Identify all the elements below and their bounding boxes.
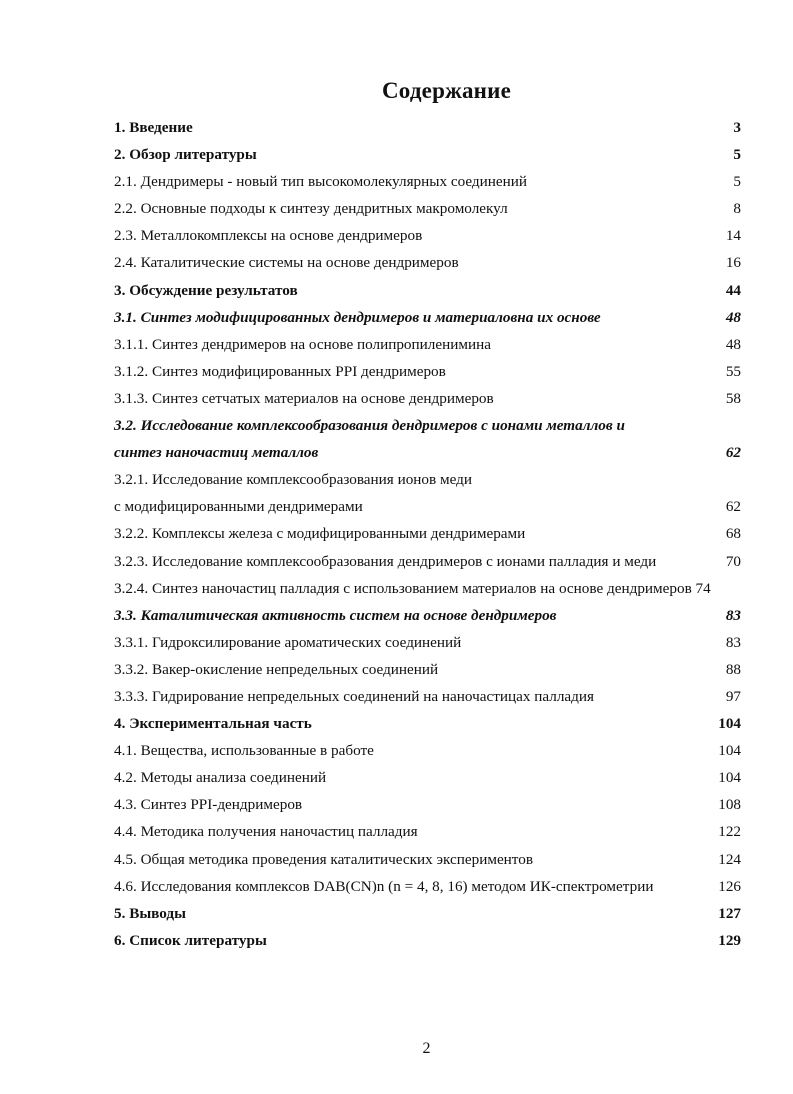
toc-entry-label: 3.2.4. Синтез наночастиц палладия с использованием материалов на основе дендримеров 74 [114,579,711,597]
toc-entry-references [114,927,744,954]
toc-entry-label: 2.3. Металлокомплексы на основе дендримеров [114,227,423,245]
toc-entry-label: синтез наночастиц металлов [114,444,319,462]
toc-entry-page: 124 [718,850,741,868]
toc-entry-page: 5 [733,146,741,164]
toc-entry-label: 2.1. Дендримеры - новый тип высокомолекулярных соединений [114,173,528,191]
toc-entry-page: 48 [725,335,741,353]
toc-entry-page: 16 [725,254,741,272]
toc-entry-label: 6. Список литературы [114,931,267,949]
toc-entry-2-2 [114,195,744,222]
toc-entry-2-3 [114,222,744,249]
toc-entry-label: 3.3.3. Гидрирование непредельных соединений на наночастицах палладия [114,687,594,705]
toc-entry-label: 3.3. Каталитическая активность систем на основе дендримеров [114,606,557,624]
toc-entry-page: 88 [725,660,741,678]
toc-entry-3-3 [114,602,744,629]
toc-entry-label: 3.1.1. Синтез дендримеров на основе полипропиленимина [114,335,491,353]
toc-entry-3-1 [114,304,744,331]
toc-entry-page: 58 [725,389,741,407]
toc-entry-4-2 [114,764,744,791]
toc-entry-label: 4.6. Исследования комплексов DAB(CN)n (n = 4, 8, 16) методом ИК-спектрометрии [114,877,654,895]
toc-entry-page: 122 [718,823,741,841]
toc-entry-4-1 [114,737,744,764]
toc-entry-3-2-4 [114,575,744,602]
toc-entry-page: 83 [725,606,741,624]
toc-entry-label: 4.5. Общая методика проведения каталитических экспериментов [114,850,534,868]
toc-entry-page: 44 [725,281,741,299]
toc-entry-3-1-2 [114,358,744,385]
toc-entry-page: 62 [725,498,741,516]
toc-entry-introduction [114,114,744,141]
toc-entry-page: 68 [725,525,741,543]
toc-entry-page: 62 [725,444,741,462]
toc-entry-page: 14 [725,227,741,245]
toc-entry-page: 104 [718,742,741,760]
toc-entry-page: 70 [725,552,741,570]
toc-entry-4-3 [114,791,744,818]
toc-entry-label: 2. Обзор литературы [114,146,257,164]
toc-entry-page: 104 [718,715,741,733]
toc-entry-3-1-3 [114,385,744,412]
table-of-contents [114,114,744,954]
toc-entry-label: 4.1. Вещества, использованные в работе [114,742,374,760]
toc-entry-page: 8 [733,200,741,218]
toc-entry-conclusions [114,900,744,927]
toc-entry-page: 129 [718,931,741,949]
toc-entry-page: 97 [725,687,741,705]
toc-entry-label: 2.4. Каталитические системы на основе дендримеров [114,254,459,272]
toc-entry-page: 108 [718,796,741,814]
toc-entry-page: 55 [725,362,741,380]
toc-entry-3-2-2 [114,520,744,547]
toc-entry-4-6 [114,873,744,900]
toc-entry-label: 2.2. Основные подходы к синтезу дендритных макромолекул [114,200,508,218]
toc-entry-label: с модифицированными дендримерами [114,498,363,516]
toc-entry-label: 3.3.1. Гидроксилирование ароматических соединений [114,633,462,651]
toc-entry-label: 3. Обсуждение результатов [114,281,298,299]
toc-entry-label: 3.2.3. Исследование комплексообразования дендримеров с ионами палладия и меди [114,552,657,570]
toc-entry-4-4 [114,818,744,845]
toc-entry-page: 3 [733,119,741,136]
toc-entry-3-1-1 [114,331,744,358]
page-number: 2 [422,1040,431,1057]
toc-entry-label: 4.3. Синтез PPI-дендримеров [114,796,303,814]
toc-entry-2-4 [114,249,744,276]
toc-entry-results-discussion [114,277,744,304]
toc-entry-4-5 [114,846,744,873]
toc-entry-page: 126 [718,877,741,895]
toc-entry-label: 3.1.3. Синтез сетчатых материалов на основе дендримеров [114,389,494,407]
toc-entry-page: 5 [733,173,741,191]
toc-entry-label: 4.2. Методы анализа соединений [114,769,327,787]
toc-entry-literature-review [114,141,744,168]
toc-entry-3-2 [114,412,744,439]
toc-entry-3-3-2 [114,656,744,683]
toc-entry-label: 1. Введение [114,119,193,136]
toc-entry-label: 5. Выводы [114,904,186,922]
page-title: Содержание [382,78,511,103]
toc-entry-label: 3.3.2. Вакер-окисление непредельных соединений [114,660,439,678]
toc-entry-page: 83 [725,633,741,651]
toc-entry-label: 3.2. Исследование комплексообразования дендримеров с ионами металлов и [114,417,625,435]
toc-entry-2-1 [114,168,744,195]
toc-entry-page: 104 [718,769,741,787]
toc-entry-page: 127 [718,904,741,922]
toc-entry-label: 3.2.1. Исследование комплексообразования ионов меди [114,471,472,489]
toc-entry-3-3-1 [114,629,744,656]
toc-entry-3-2-1-continued [114,493,744,520]
toc-entry-label: 3.1.2. Синтез модифицированных PPI дендримеров [114,362,446,380]
toc-entry-3-2-3 [114,548,744,575]
toc-entry-label: 4. Экспериментальная часть [114,715,312,733]
toc-entry-label: 3.1. Синтез модифицированных дендримеров и материаловна их основе [114,308,601,326]
toc-entry-label: 4.4. Методика получения наночастиц палладия [114,823,418,841]
toc-entry-page: 48 [725,308,741,326]
toc-entry-experimental [114,710,744,737]
toc-entry-label: 3.2.2. Комплексы железа с модифицированными дендримерами [114,525,526,543]
toc-entry-3-3-3 [114,683,744,710]
toc-entry-3-2-1 [114,466,744,493]
toc-entry-3-2-continued [114,439,744,466]
